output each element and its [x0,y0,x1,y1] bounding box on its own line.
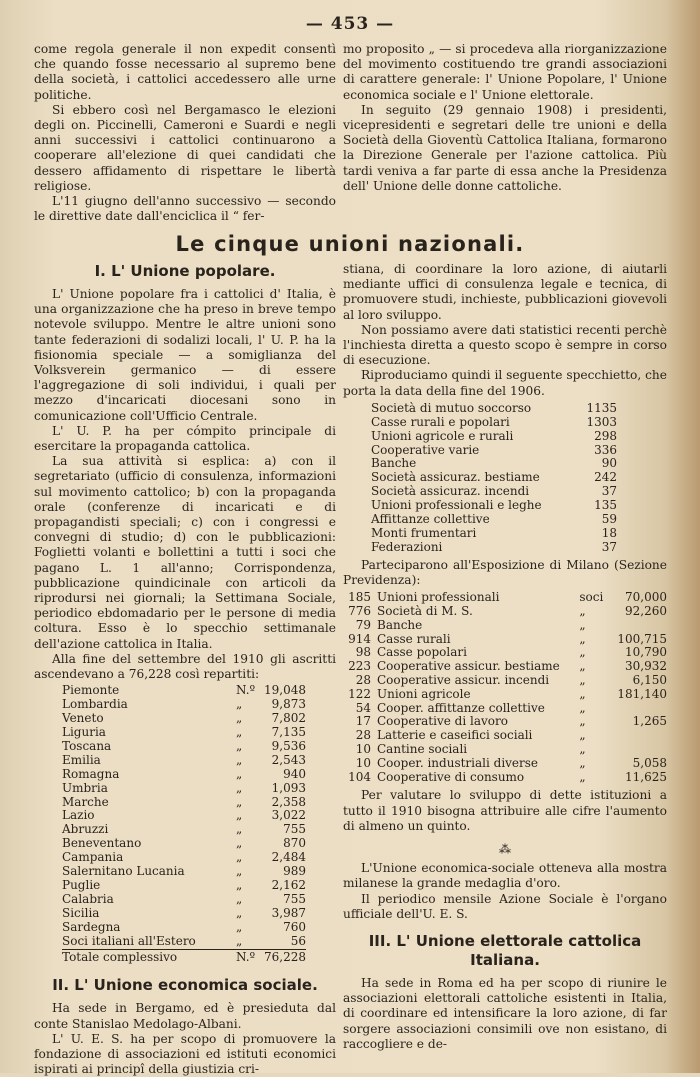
region-name: Veneto [62,711,104,726]
society-row [371,444,617,458]
expo-intro: Parteciparono all'Esposizione di Milano (Sezione Previdenza): [343,557,667,587]
expo-unit: „ [579,700,586,715]
expo-unit: „ [579,728,586,743]
society-value: 18 [601,525,617,540]
society-row [371,457,617,471]
regions-total-row [62,949,306,964]
section-heading-unione-economica: II. L' Unione economica sociale. [52,976,318,995]
expo-unit: „ [579,604,586,618]
region-prefix: „ [236,780,243,795]
society-row [371,485,617,499]
expo-unit: soci [579,590,604,605]
region-value: 3,022 [271,808,306,823]
region-prefix: „ [236,864,243,879]
expo-row [343,729,667,743]
region-value: 7,802 [271,711,306,726]
expo-value: 30,932 [625,659,667,674]
expo-name: Cooperative assicur. bestiame [377,659,560,674]
region-name: Campania [62,850,124,865]
region-row [62,684,306,698]
region-value: 3,987 [271,905,306,920]
top-left-paragraph: Si ebbero così nel Bergamasco le elezioni degli on. Piccinelli, Cameroni e Suardi e negli anni successivi i cattolici continuarono a cooperare all'elezione di quei candidati che dessero affidamento di rispettare le libertà religiose. [34,102,336,193]
society-name: Unioni professionali e leghe [371,498,542,513]
region-prefix: N.º [236,683,256,698]
society-row [371,499,617,513]
expo-table [343,591,667,784]
region-name: Lazio [62,808,95,823]
region-value: 56 [290,933,306,948]
expo-count: 54 [355,700,371,715]
expo-row [343,715,667,729]
region-row [62,893,306,907]
expo-count: 17 [355,714,371,729]
region-row [62,726,306,740]
region-value: 870 [283,836,306,851]
top-right-paragraph: mo proposito „ — si procedeva alla riorganizzazione del movimento costituendo tre grandi associazioni di carattere generale: l' Unione Popolare, l' Unione economica sociale e l' Unione elettorale. [343,42,667,102]
region-row [62,740,306,754]
expo-name: Latterie e caseifici sociali [377,728,533,743]
body-paragraph: L'Unione economica-sociale otteneva alla mostra milanese la grande medaglia d'oro. [343,861,667,891]
top-right-column [343,42,667,194]
region-prefix: „ [236,711,243,726]
society-value: 1303 [586,414,617,429]
expo-count: 79 [355,617,371,632]
expo-row [343,702,667,716]
expo-name: Cooperative assicur. incendi [377,672,550,687]
expo-value: 10,790 [625,645,667,660]
region-name: Lombardia [62,697,128,712]
expo-unit: „ [579,769,586,784]
expo-unit: „ [579,659,586,674]
region-row [62,865,306,879]
body-paragraph: Alla fine del settembre del 1910 gli ascritti ascendevano a 76,228 così repartiti: [34,651,336,682]
expo-count: 185 [348,590,371,605]
expo-count: 28 [355,672,371,687]
expo-value: 6,150 [632,672,667,687]
expo-row [343,757,667,771]
top-left-paragraph: come regola generale il non expedit consentì che quando fosse necessario al supremo bene della società, i cattolici accedessero alle urne politiche. [34,42,336,102]
expo-value: 100,715 [617,631,667,646]
expo-row [343,688,667,702]
expo-value [617,702,667,716]
expo-name: Unioni professionali [377,590,500,605]
region-prefix: „ [236,738,243,753]
region-row [62,809,306,823]
page-number: — 453 — [305,14,395,34]
region-row [62,712,306,726]
total-prefix: N.º [236,949,258,964]
expo-name: Casse popolari [377,645,467,660]
society-name: Banche [371,456,417,471]
region-prefix: „ [236,891,243,906]
region-prefix: „ [236,794,243,809]
region-row [62,698,306,712]
region-name: Soci italiani all'Estero [62,933,196,948]
region-value: 2,484 [271,850,306,865]
expo-count: 10 [355,755,371,770]
regions-table [62,684,306,964]
societies-table [371,402,617,555]
society-row [371,541,617,555]
expo-unit: „ [579,755,586,770]
expo-name: Cooperative di consumo [377,769,525,784]
body-paragraph: L' U. P. ha per cómpito principale di esercitare la propaganda cattolica. [34,423,336,454]
body-paragraph: Il periodico mensile Azione Sociale è l'organo ufficiale dell'U. E. S. [343,891,667,921]
body-paragraph: L' Unione popolare fra i cattolici d' Italia, è una organizzazione che ha preso in breve tempo notevole sviluppo. Mentre le altre unioni sono tante federazioni di sodalizi locali, l' U. P. ha la fisionomia speciale — a somiglianza del Volksverein germanico — di essere l'aggregazione di soli individui, i quali per mezzo d'incaricati diocesani sono in comunicazione coll'Ufficio Centrale. [34,287,336,423]
society-value: 37 [601,539,617,554]
expo-value [617,619,667,633]
region-value: 940 [283,766,306,781]
society-name: Società assicuraz. incendi [371,484,530,499]
society-name: Cooperative varie [371,442,480,457]
society-value: 336 [594,442,617,457]
region-value: 1,093 [271,780,306,795]
expo-row [343,633,667,647]
body-paragraph: Non possiamo avere dati statistici recenti perchè l'inchiesta diretta a questo scopo è sempre in corso di esecuzione. [343,322,667,368]
body-paragraph: Ha sede in Bergamo, ed è presieduta dal conte Stanislao Medolago-Albani. [34,1001,336,1031]
region-name: Sardegna [62,919,121,934]
region-row [62,879,306,893]
society-name: Federazioni [371,539,443,554]
region-prefix: „ [236,697,243,712]
expo-row [343,771,667,785]
section-heading-unione-popolare: I. L' Unione popolare. [94,262,276,280]
region-prefix: „ [236,725,243,739]
region-value: 755 [283,891,306,906]
society-name: Casse rurali e popolari [371,414,510,429]
expo-name: Cooper. industriali diverse [377,755,539,770]
region-row [62,851,306,865]
expo-row [343,619,667,633]
society-name: Monti frumentari [371,525,477,540]
society-value: 298 [594,428,617,443]
body-paragraph: Riproduciamo quindi il seguente specchietto, che porta la data della fine del 1906. [343,368,667,398]
region-row [62,837,306,851]
society-value: 1135 [586,400,617,415]
region-value: 7,135 [271,725,306,739]
expo-name: Banche [377,617,423,632]
region-name: Marche [62,794,109,809]
region-prefix: „ [236,850,243,865]
region-value: 9,873 [271,697,306,712]
total-value: 76,228 [258,949,306,964]
left-column [34,260,336,1077]
region-value: 2,358 [271,794,306,809]
region-value: 2,162 [271,877,306,892]
region-row [62,754,306,768]
section-heading-unione-elettorale: III. L' Unione elettorale cattolica Italiana. [368,931,642,969]
main-title: Le cinque unioni nazionali. [175,232,525,256]
region-name: Sicilia [62,905,100,920]
total-label: Totale complessivo [62,949,236,964]
society-row [371,513,617,527]
right-column [343,262,667,1052]
expo-name: Cooperative di lavoro [377,714,508,729]
expo-count: 28 [355,728,371,743]
region-prefix: „ [236,919,243,934]
region-value: 989 [283,864,306,879]
region-name: Abruzzi [62,822,109,837]
expo-name: Casse rurali [377,631,451,646]
expo-unit: „ [579,686,586,701]
society-row [371,416,617,430]
expo-name: Unioni agricole [377,686,471,701]
expo-value [617,743,667,757]
expo-count: 98 [355,645,371,660]
region-row [62,782,306,796]
body-paragraph: L' U. E. S. ha per scopo di promuovere la fondazione di associazioni ed istituti economici ispirati ai principî della giustizia cri- [34,1031,336,1077]
expo-unit: „ [579,631,586,646]
expo-name: Cantine sociali [377,741,468,756]
expo-unit: „ [579,741,586,756]
society-name: Società assicuraz. bestiame [371,470,540,485]
region-prefix: „ [236,752,243,767]
society-value: 242 [594,470,617,485]
expo-name: Società di M. S. [377,604,473,618]
region-value: 2,543 [271,752,306,767]
top-left-paragraph: L'11 giugno dell'anno successivo — secondo le direttive date dall'enciclica il “ fer- [34,194,336,224]
body-paragraph: La sua attività si esplica: a) con il segretariato (ufficio di consulenza, informazioni sul movimento cattolico; b) con la propaganda orale (conferenze di incaricati e di propagandisti speciali; c) con i congressi e convegni di studio; d) con le pubblicazioni: Foglietti volanti e bollettini a tutti i soci che pagano L. 1 all'anno; Corrispondenza, pubblicazione quindicinale con articoli da riprodursi nei giornali; la Settimana Sociale, periodico ebdomadario per le persone di media coltura. Esso è lo specchio settimanale dell'azione cattolica in Italia. [34,454,336,651]
region-value: 755 [283,822,306,837]
expo-unit: „ [579,714,586,729]
expo-row [343,660,667,674]
region-prefix: „ [236,822,243,837]
society-row [371,527,617,541]
expo-count: 10 [355,741,371,756]
expo-value: 11,625 [625,769,667,784]
expo-value: 5,058 [632,755,667,770]
expo-count: 104 [348,769,371,784]
region-prefix: „ [236,766,243,781]
asterism-divider: ⁂ [499,841,511,856]
region-name: Umbria [62,780,108,795]
expo-value: 92,260 [625,604,667,618]
expo-row [343,646,667,660]
region-name: Puglie [62,877,101,892]
body-paragraph: Ha sede in Roma ed ha per scopo di riunire le associazioni elettorali cattoliche esistenti in Italia, di coordinare ed intensificare la loro azione, di far sorgere associazioni consimili ove non esistano, di raccogliere e de- [343,975,667,1051]
region-value: 19,048 [264,683,306,698]
body-paragraph: Per valutare lo sviluppo di dette istituzioni a tutto il 1910 bisogna attribuire alle cifre l'aumento di almeno un quinto. [343,788,667,833]
region-name: Salernitano Lucania [62,864,185,879]
society-value: 90 [601,456,617,471]
expo-unit: „ [579,645,586,660]
region-name: Romagna [62,766,120,781]
expo-value: 181,140 [617,686,667,701]
region-name: Liguria [62,725,106,739]
region-row [62,823,306,837]
society-value: 37 [601,484,617,499]
society-value: 59 [601,512,617,527]
society-row [371,430,617,444]
region-name: Beneventano [62,836,142,851]
expo-row [343,591,667,605]
expo-count: 776 [348,604,371,618]
top-right-paragraph: In seguito (29 gennaio 1908) i presidenti, vicepresidenti e segretari delle tre unioni e della Società della Gioventù Cattolica Italiana, formarono la Direzione Generale per l'azione cattolica. Più tardi veniva a far parte di essa anche la Presidenza dell' Unione delle donne cattoliche. [343,102,667,193]
society-row [371,402,617,416]
expo-row [343,605,667,619]
expo-count: 914 [348,631,371,646]
region-prefix: „ [236,836,243,851]
region-row [62,935,306,949]
region-value: 760 [283,919,306,934]
expo-count: 122 [348,686,371,701]
body-paragraph: stiana, di coordinare la loro azione, di aiutarli mediante uffici di consulenza legale e tecnica, di promuovere studi, inchieste, pubblicazioni giovevoli al loro sviluppo. [343,262,667,322]
region-prefix: „ [236,877,243,892]
society-value: 135 [594,498,617,513]
expo-value [617,729,667,743]
region-name: Calabria [62,891,114,906]
top-left-column [34,42,336,224]
region-row [62,768,306,782]
region-row [62,907,306,921]
region-name: Emilia [62,752,101,767]
region-row [62,796,306,810]
region-prefix: „ [236,905,243,920]
region-row [62,921,306,935]
expo-row [343,743,667,757]
society-name: Società di mutuo soccorso [371,400,532,415]
region-name: Toscana [62,738,112,753]
expo-value: 70,000 [625,590,667,605]
society-row [371,471,617,485]
expo-unit: „ [579,617,586,632]
region-prefix: „ [236,933,243,948]
expo-value: 1,265 [632,714,667,729]
expo-name: Cooper. affittanze collettive [377,700,545,715]
society-name: Affittanze collettive [371,512,490,527]
region-name: Piemonte [62,683,120,698]
region-value: 9,536 [271,738,306,753]
expo-unit: „ [579,672,586,687]
society-name: Unioni agricole e rurali [371,428,514,443]
region-prefix: „ [236,808,243,823]
expo-row [343,674,667,688]
expo-count: 223 [348,659,371,674]
